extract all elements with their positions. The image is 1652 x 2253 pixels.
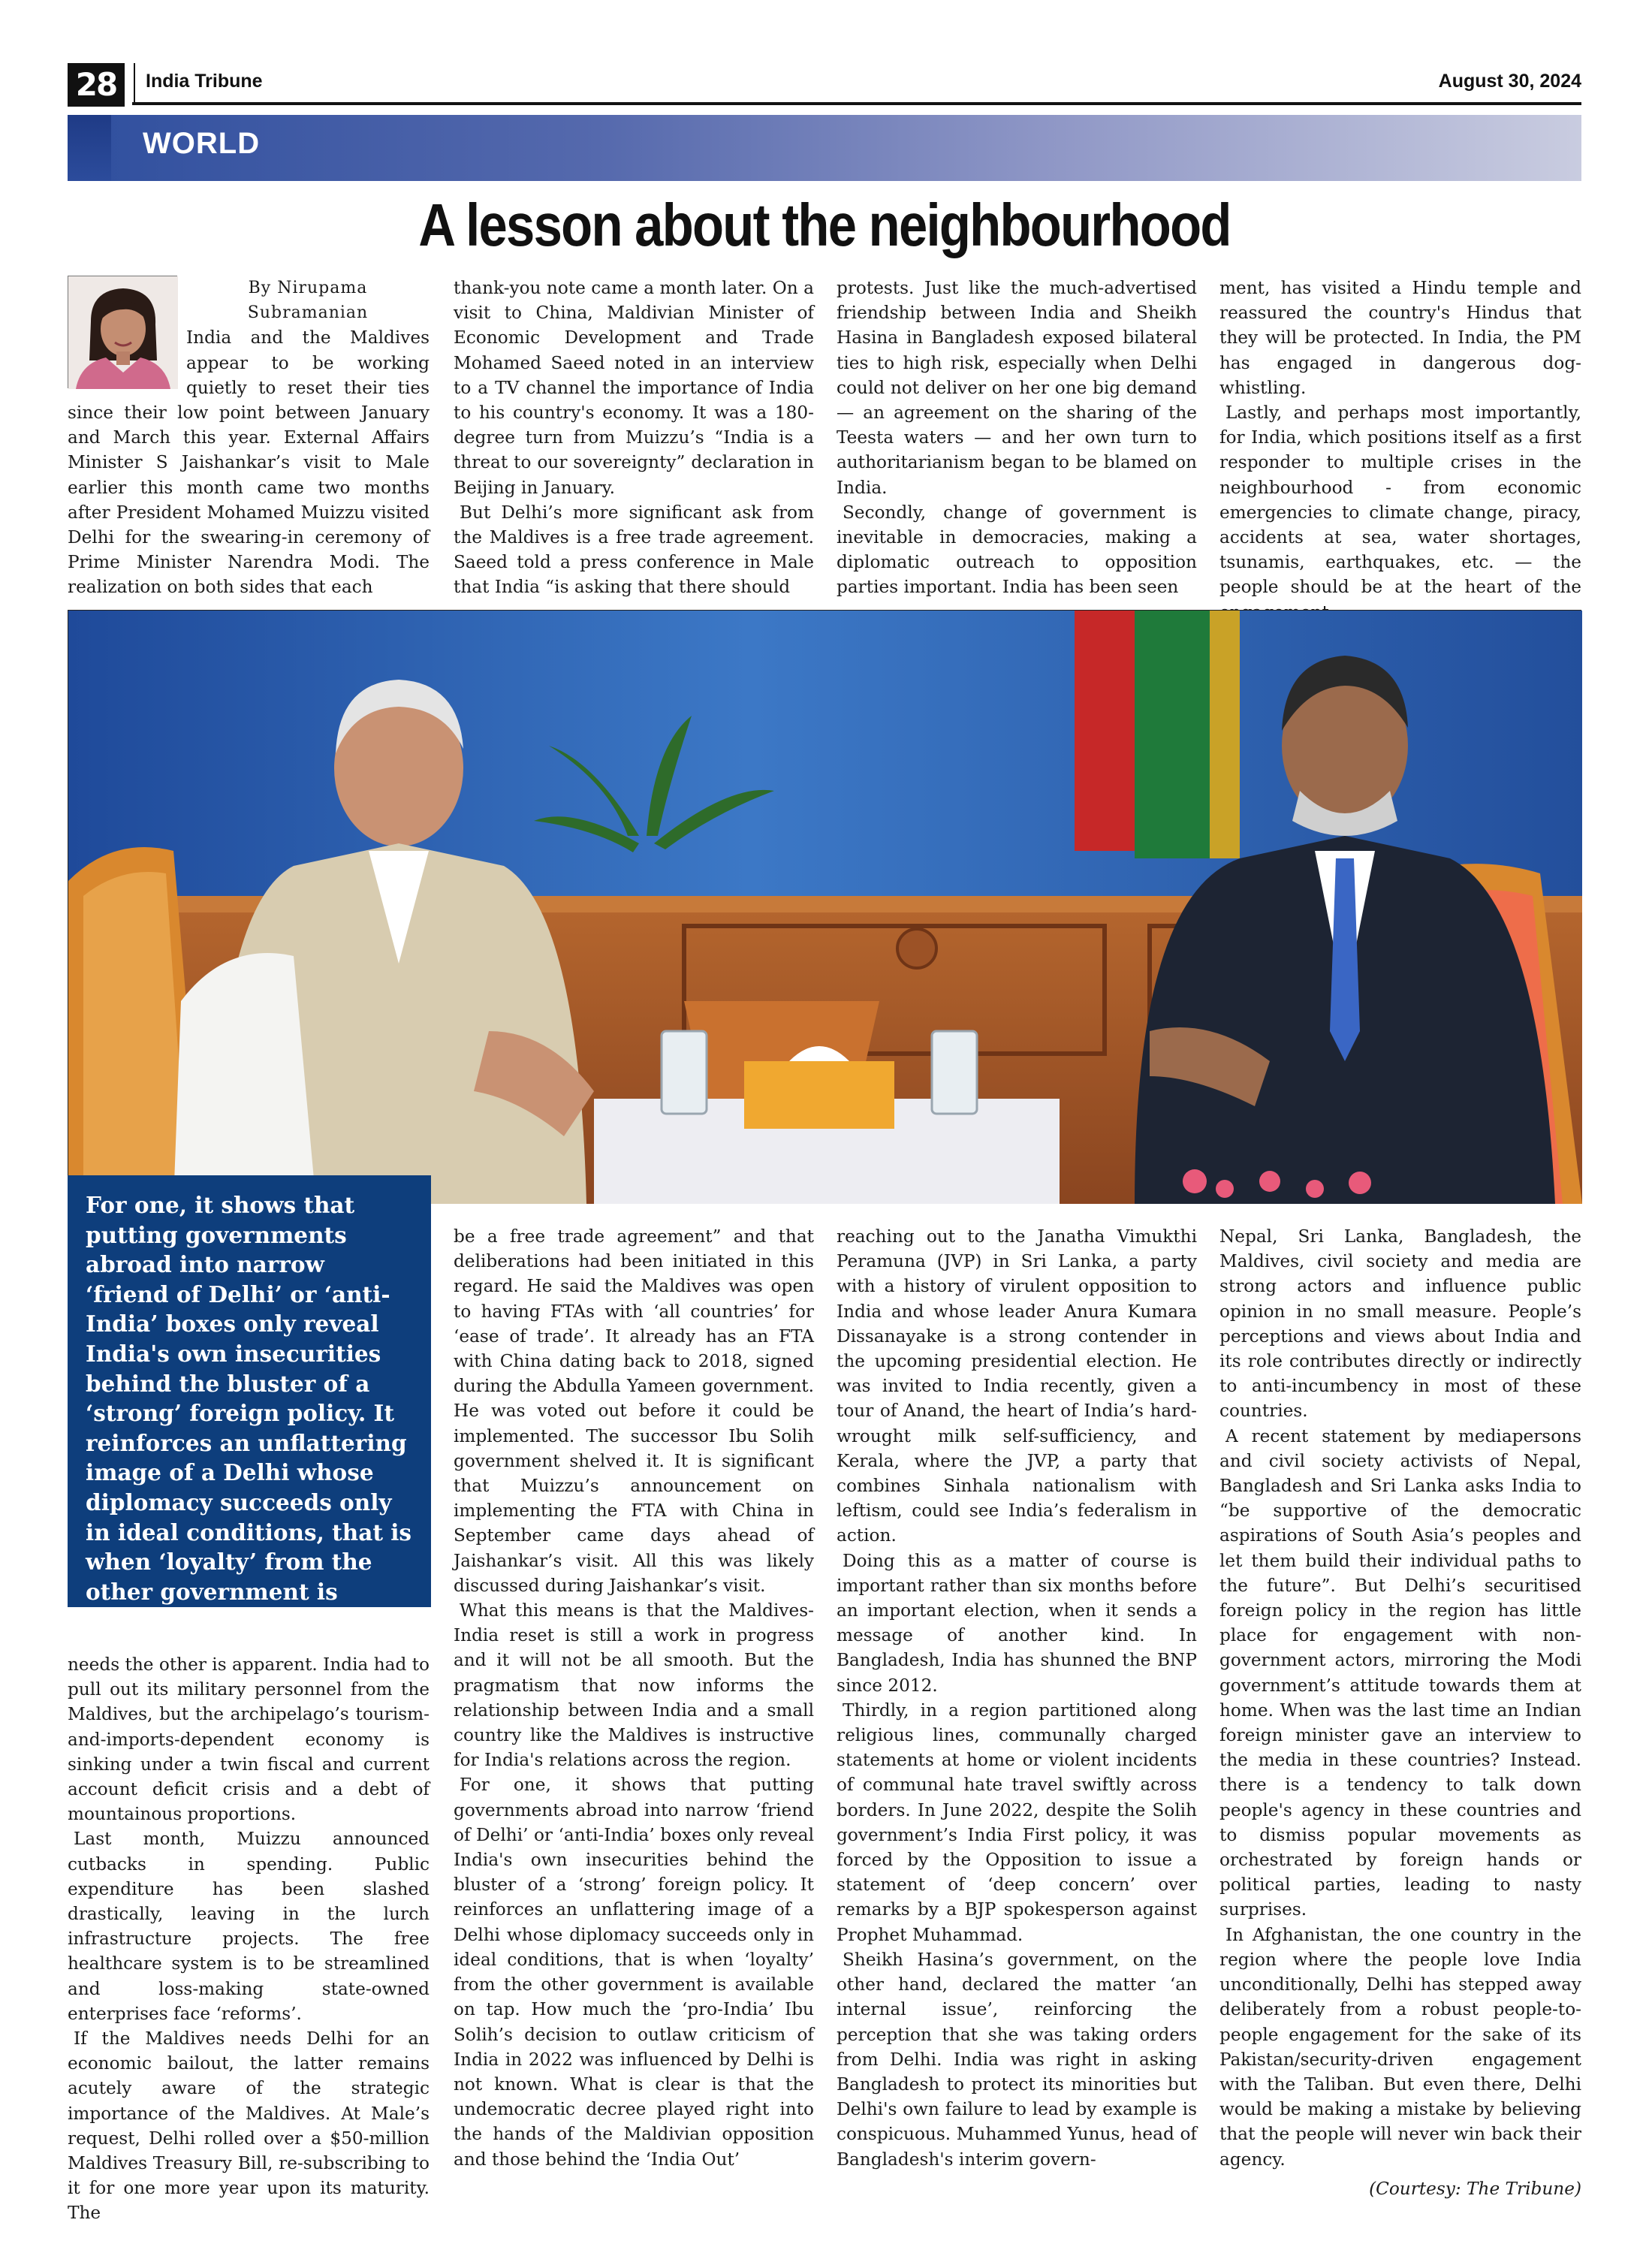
- column-1-bottom: [68, 1652, 430, 2224]
- paragraph: Secondly, change of government is inevitable in democracies, making a diplomatic outreach to opposition parties important. India has been seen: [837, 502, 1197, 598]
- paragraph: A recent statement by mediapersons and civil society activists of Nepal, Bangladesh and Sri Lanka asks India to “be supportive of the democratic aspirations of South Asia’s peoples and let them build their individual paths to the future”. But Delhi’s securitised foreign policy in the region has little place for engagement with non-government actors, mirroring the Modi government’s attitude towards them at home. When was the last time an Indian foreign minister gave an interview to the media in these countries? Instead. there is a tendency to talk down people's agency in these countries and to dismiss popular movements as orchestrated by foreign hands or political parties, leading to nasty surprises.: [1219, 1425, 1581, 1920]
- paragraph: Nepal, Sri Lanka, Bangladesh, the Maldives, civil society and media are strong actors and influence public opinion in no small measure. People’s perceptions and views about India and its role contributes directly or indirectly to anti-incumbency in most of these countries.: [1219, 1226, 1581, 1422]
- issue-date: August 30, 2024: [1438, 71, 1581, 92]
- paragraph: protests. Just like the much-advertised friendship between India and Sheikh Hasina in Bangladesh exposed bilateral ties to high risk, especially when Delhi could not deliver on her one big demand — an agreement on the sharing of the Teesta waters — and her own turn to authoritarianism began to be blamed on India.: [837, 278, 1197, 498]
- column-4-bottom: [1219, 1224, 1581, 2203]
- paragraph: needs the other is apparent. India had to pull out its military personnel from the Maldives, but the archipelago’s tourism-and-imports-dependent economy is sinking under a twin fiscal and current account deficit crisis and a debt of mountainous proportions.: [68, 1654, 430, 1825]
- paragraph: Last month, Muizzu announced cutbacks in spending. Public expenditure has been slashed drastically, leaving in the lurch infrastructure projects. The free healthcare system is to be streamlined and loss-making state-owned enterprises face ‘reforms’.: [68, 1829, 430, 2024]
- author-photo: [68, 276, 177, 388]
- section-label: WORLD: [143, 127, 261, 160]
- article-headline: A lesson about the neighbourhood: [418, 192, 1231, 258]
- page-number: 28: [68, 63, 125, 107]
- paragraph: If the Maldives needs Delhi for an economic bailout, the latter remains acutely aware of the strategic importance of the Maldives. At Male’s request, Delhi rolled over a $50-million Maldives Treasury Bill, re-subscribing to it for one more year upon its maturity. The: [68, 2028, 430, 2224]
- paragraph: But Delhi’s more significant ask from the Maldives is a free trade agreement. Saeed told a press conference in Male that India “is asking that there should: [454, 502, 814, 598]
- column-3-bottom: [837, 1224, 1197, 2203]
- courtesy-credit: (Courtesy: The Tribune): [1369, 2178, 1581, 2199]
- paragraph: Thirdly, in a region partitioned along religious lines, communally charged statements at home or violent incidents of communal hate travel swiftly across borders. In June 2022, despite the Solih government’s India First policy, it was forced by the Opposition to issue a statement of ‘deep concern’ over remarks by a BJP spokesperson against Prophet Muhammad.: [837, 1700, 1197, 1945]
- section-band-accent: [68, 115, 111, 181]
- header-rule: [132, 102, 1581, 105]
- column-4-top: [1219, 276, 1581, 598]
- header-separator: [134, 63, 135, 105]
- pull-quote: For one, it shows that putting governments abroad into narrow ‘friend of Delhi’ or ‘anti-India’ boxes only reveal India's own insecurities behind the bluster of a ‘strong’ foreign policy. It reinforces an unflattering image of a Delhi whose diplomacy succeeds only in ideal conditions, that is when ‘loyalty’ from the other government is available on tap.: [68, 1175, 431, 1607]
- byline-line-1: By Nirupama: [248, 279, 368, 297]
- paragraph: In Afghanistan, the one country in the region where the people love India unconditionally, Delhi has stepped away deliberately from a robust people-to-people engagement for the sake of its Pakistan/security-driven engagement with the Taliban. But even there, Delhi would be making a mistake by believing that the people will never win back their agency.: [1219, 1924, 1581, 2170]
- section-band: [68, 115, 1581, 181]
- paragraph: Lastly, and perhaps most importantly, for India, which positions itself as a first responder to multiple crises in the neighbourhood - from economic emergencies to climate change, piracy, accidents at sea, water shortages, tsunamis, earthquakes, etc. — the people should be at the heart of the: [1219, 403, 1581, 598]
- paragraph: What this means is that the Maldives-India reset is still a work in progress and it will not be all smooth. But the pragmatism that now informs the relationship between India and a small country like the Maldives is instructive for India's relations across the region.: [454, 1600, 814, 1771]
- paragraph: India and the Maldives appear to be working quietly to reset their ties since their low point between January and March this year. External Affairs Minister S Jaishankar’s visit to Male earlier this month came two months after President Mohamed Muizzu visited Delhi for the swearing-in ceremony of Prime Minister Narendra Modi. The realization on both sides that each: [68, 327, 430, 598]
- paragraph: be a free trade agreement” and that deliberations had been initiated in this regard. He said the Maldives was open to having FTAs with ‘all countries’ for ‘ease of trade’. It already has an FTA with China dating back to 2018, signed during the Abdulla Yameen government. He was voted out before it could be implemented. The successor Ibu Solih government shelved it. It is significant that Muizzu’s announcement on implementing the FTA with China in September came days ahead of Jaishankar’s visit. All this was likely discussed during Jaishankar’s visit.: [454, 1226, 814, 1596]
- paragraph: thank-you note came a month later. On a visit to China, Maldivian Minister of Economic Development and Trade Mohamed Saeed noted in an interview to a TV channel the importance of India to his country's economy. It was a 180-degree turn from Muizzu’s “India is a threat to our sovereignty” declaration in Beijing in January.: [454, 278, 814, 498]
- paragraph: reaching out to the Janatha Vimukthi Peramuna (JVP) in Sri Lanka, a party with a history of virulent opposition to India and whose leader Anura Kumara Dissanayake is a strong contender in the upcoming presidential election. He was invited to India recently, given a tour of Anand, the heart of India’s hard-wrought milk self-sufficiency, and Kerala, where the JVP, a party that combines Sinhala nationalism with leftism, could see India’s federalism in action.: [837, 1226, 1197, 1546]
- main-photo: [68, 610, 1581, 1203]
- paragraph: For one, it shows that putting governments abroad into narrow ‘friend of Delhi’ or ‘anti-India’ boxes only reveal India's own insecurities behind the bluster of a ‘strong’ foreign policy. It reinforces an unflattering image of a Delhi whose diplomacy succeeds only in ideal conditions, that is when ‘loyalty’ from the other government is available on tap. How much the ‘pro-India’ Ibu Solih’s decision to outlaw criticism of India in 2022 was influenced by Delhi is not known. What is clear is that the undemocratic decree played right into the hands of the Maldivian opposition and those behind the ‘India Out’: [454, 1775, 814, 2170]
- column-2-top: [454, 276, 814, 598]
- paragraph: ment, has visited a Hindu temple and reassured the country's Hindus that they will be protected. In India, the PM has engaged in dangerous dog-whistling.: [1219, 278, 1581, 398]
- column-3-top: [837, 276, 1197, 598]
- paragraph: Sheikh Hasina’s government, on the other hand, declared the matter ‘an internal issue’, reinforcing the perception that she was taking orders from Delhi. India was right in asking Bangladesh to protect its minorities but Delhi's own failure to lead by example is conspicuous. Muhammed Yunus, head of Bangladesh's interim govern-: [837, 1949, 1197, 2170]
- column-1-top: [68, 276, 430, 598]
- byline-line-2: Subramanian: [247, 303, 369, 323]
- paragraph: Doing this as a matter of course is important rather than six months before an important election, when it sends a message of another kind. In Bangladesh, India has shunned the BNP since 2012.: [837, 1550, 1197, 1696]
- publication-name: India Tribune: [146, 71, 263, 92]
- column-2-bottom: [454, 1224, 814, 2203]
